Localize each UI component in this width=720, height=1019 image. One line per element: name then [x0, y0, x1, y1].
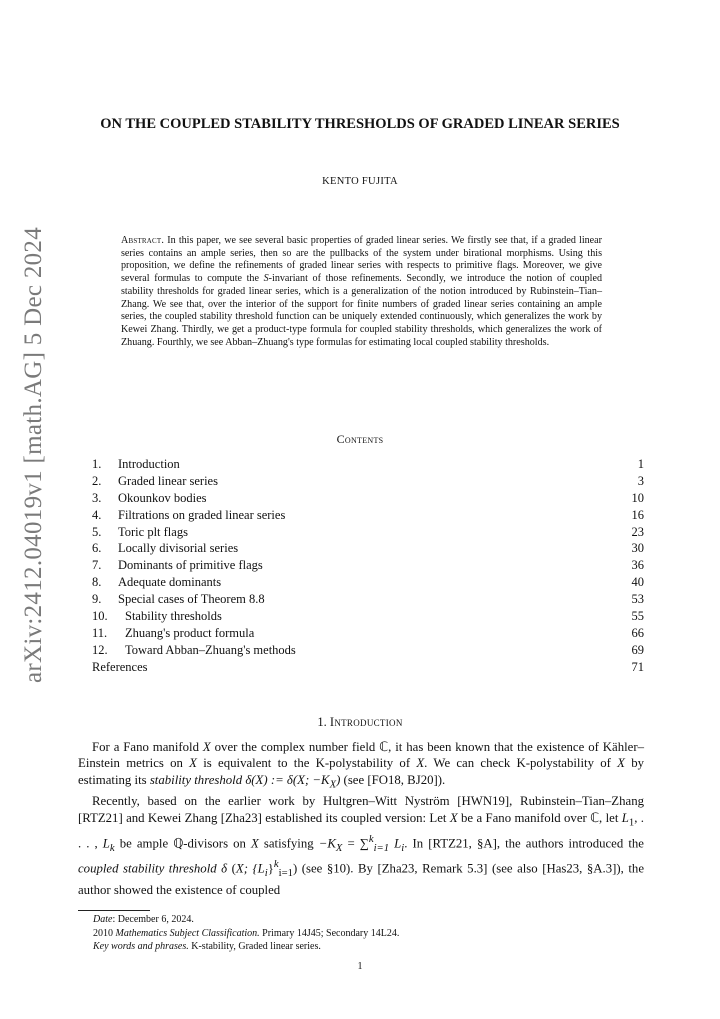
footnote-keywords-label: Key words and phrases.	[93, 941, 189, 952]
math-subscript: i	[264, 867, 268, 879]
paper-author: KENTO FUJITA	[322, 176, 398, 187]
text-run: (see §10). By [Zha23, Remark 5.3] (see also [Has23, §A.3]), the author showed the existence of coupled	[78, 860, 644, 897]
math-subscript: i	[401, 842, 405, 854]
footnotes	[93, 913, 653, 954]
section-title: Introduction	[329, 715, 403, 729]
toc-entry-title: Dominants of primitive flags	[118, 558, 263, 573]
text-run: (see [FO18, BJ20]).	[340, 772, 446, 787]
math-var: X	[449, 810, 458, 825]
toc-entry-page: 66	[631, 625, 644, 640]
contents-heading: Contents	[336, 432, 384, 446]
toc-entry-page: 23	[631, 524, 644, 539]
text-run: For a Fano manifold	[92, 740, 203, 754]
toc-entry-title: Filtrations on graded linear series	[118, 507, 286, 522]
toc-entry-page: 3	[637, 473, 644, 488]
toc-entry-number: 4.	[92, 507, 102, 522]
toc-entry[interactable]	[92, 524, 644, 541]
math-formula-end: )	[336, 772, 341, 787]
math-var: X	[617, 756, 625, 771]
paren-close: )	[292, 860, 298, 875]
text-run: over the complex number field ℂ, it has been known that the existence of Kähler–Einstein metrics on	[78, 740, 644, 771]
toc-entry-page: 10	[631, 490, 644, 505]
toc-entry-title: Zhuang's product formula	[125, 625, 255, 640]
toc-entry-number: 8.	[92, 575, 102, 590]
toc-entry-number: 1.	[92, 457, 102, 471]
math-var: X	[416, 756, 425, 771]
footnote-date-label: Date	[93, 914, 113, 925]
math-subscript: X	[329, 779, 337, 791]
math-var: L	[389, 835, 402, 850]
toc-entry-title: Introduction	[118, 457, 180, 471]
math-subscript: 1	[628, 817, 635, 829]
toc-entry-title: Toward Abban–Zhuang's methods	[125, 642, 296, 657]
page-number: 1	[357, 961, 363, 972]
toc-references-entry[interactable]	[92, 659, 644, 676]
toc-entry[interactable]	[92, 473, 644, 490]
table-of-contents	[92, 456, 644, 676]
defined-term: stability threshold	[149, 772, 243, 787]
defined-term: coupled stability threshold	[78, 860, 217, 875]
footnote-msc	[93, 927, 653, 941]
math-superscript: k	[273, 858, 279, 870]
toc-entry-number: 12.	[92, 642, 108, 657]
toc-entry-number: 11.	[92, 625, 108, 640]
math-var: −K	[318, 835, 336, 850]
abstract	[121, 235, 602, 349]
toc-references-page: 71	[631, 659, 644, 674]
toc-entry-number: 3.	[92, 490, 102, 505]
footnote-keywords-value: K-stability, Graded linear series.	[188, 941, 321, 952]
intro-paragraph-1	[78, 739, 644, 793]
abstract-s-invariant: S	[263, 273, 269, 285]
intro-paragraph-2	[78, 793, 644, 898]
math-brace: }	[267, 860, 274, 875]
footnote-divider	[78, 910, 150, 911]
toc-entry-title: Toric plt flags	[118, 524, 188, 539]
text-run: . In [RTZ21, §A], the authors introduced the	[404, 835, 644, 850]
toc-references-title: References	[92, 659, 148, 674]
toc-entry-number: 6.	[92, 541, 102, 556]
math-formula: δ(X) := δ(X; −K	[245, 772, 330, 787]
math-sum: = ∑	[342, 835, 369, 850]
toc-entry-page: 55	[631, 609, 644, 624]
footnote-msc-value: Primary 14J45; Secondary 14L24.	[259, 927, 400, 939]
math-subscript: i=1	[278, 867, 293, 879]
math-var: X	[202, 740, 211, 754]
toc-entry[interactable]	[92, 507, 644, 524]
toc-entry-page: 36	[631, 558, 644, 573]
toc-entry[interactable]	[92, 591, 644, 608]
toc-entry-title: Stability thresholds	[125, 609, 222, 624]
toc-entry-title: Special cases of Theorem 8.8	[118, 592, 265, 607]
math-var: δ	[216, 860, 228, 875]
toc-entry-number: 2.	[92, 473, 102, 488]
math-subscript: i=1	[373, 842, 390, 854]
toc-entry-page: 53	[631, 592, 644, 607]
text-run: be ample ℚ-divisors on	[114, 835, 251, 850]
footnote-msc-label: Mathematics Subject Classification.	[115, 927, 260, 939]
section-number: 1.	[317, 715, 327, 729]
toc-entry-number: 10.	[92, 609, 108, 624]
toc-entry[interactable]	[92, 574, 644, 591]
toc-entry-title: Adequate dominants	[118, 575, 222, 590]
text-run: be a Fano manifold over ℂ, let	[457, 810, 622, 825]
toc-entry[interactable]	[92, 557, 644, 574]
toc-entry-page: 16	[631, 507, 644, 522]
abstract-text-1: In this paper, we see several basic properties of graded linear series. We firstly see that, if a graded linear series contains an ample series, then so are the pullbacks of the system under birational morphisms. Using this proposition, we define the refinements of graded linear series with respects to primitive flags. Moreover, we give several formulas to compute the	[121, 235, 602, 285]
toc-entry-number: 7.	[92, 558, 102, 573]
toc-entry[interactable]	[92, 490, 644, 507]
text-run: is equivalent to the K-polystability of	[197, 756, 417, 771]
math-superscript: k	[368, 833, 374, 845]
section-heading	[80, 715, 640, 730]
paper-title: ON THE COUPLED STABILITY THRESHOLDS OF GRADED LINEAR SERIES	[100, 116, 620, 132]
body-text	[78, 739, 644, 898]
math-var: L	[621, 810, 629, 825]
toc-entry-page: 30	[631, 541, 644, 556]
toc-entry[interactable]	[92, 642, 644, 659]
toc-entry-page: 69	[631, 642, 644, 657]
abstract-text-2: -invariant of those refinements. Secondly, we introduce the notion of coupled stability thresholds for graded linear series, which is a generalization of the notion introduced by Rubinstein–Tian–Zhang. We see that, over the interior of the support for finite numbers of graded linear series containing an ample series, the coupled stability threshold function can be uniquely extended continuously, which generalizes the work by Kewei Zhang. Thirdly, we get a product-type formula for coupled stability thresholds, which generalizes the work of Zhuang. Fourthly, we see Abban–Zhuang's type formulas for estimating local coupled stability thresholds.	[121, 273, 602, 348]
math-var: X	[189, 756, 197, 771]
toc-entry-page: 40	[631, 575, 644, 590]
footnote-date	[93, 913, 653, 927]
math-subscript: k	[109, 842, 115, 854]
text-run: satisfying	[258, 835, 319, 850]
text-run: Recently, based on the earlier work by Hultgren–Witt Nyström [HWN19], Rubinstein–Tian–Zhang [RTZ21] and Kewei Zhang [Zha23] established its coupled version: Let	[78, 794, 644, 825]
toc-entry[interactable]	[92, 456, 644, 473]
math-subscript: X	[335, 842, 343, 854]
toc-entry-number: 9.	[92, 592, 102, 607]
math-formula: X; {L	[235, 860, 265, 875]
arxiv-identifier-text: arXiv:2412.04019v1 [math.AG] 5 Dec 2024	[20, 226, 47, 684]
toc-entry-title: Okounkov bodies	[118, 490, 207, 505]
arxiv-identifier-stamp	[14, 190, 54, 720]
footnote-msc-year: 2010	[93, 927, 116, 939]
text-run: by estimating its	[78, 756, 645, 787]
toc-entry-title: Locally divisorial series	[118, 541, 239, 556]
toc-entry-page: 1	[637, 457, 644, 471]
footnote-date-value: : December 6, 2024.	[112, 914, 194, 925]
footnote-keywords	[93, 940, 653, 954]
math-var: L	[102, 835, 110, 850]
toc-entry[interactable]	[92, 540, 644, 557]
math-dots: , . . . ,	[78, 810, 644, 850]
toc-entry[interactable]	[92, 608, 644, 625]
toc-entry[interactable]	[92, 625, 644, 642]
text-run: . We can check K-polystability of	[424, 756, 618, 771]
math-var: X	[250, 835, 259, 850]
paren-open: (	[231, 860, 236, 875]
toc-entry-number: 5.	[92, 524, 102, 539]
abstract-label: Abstract.	[121, 235, 165, 246]
toc-entry-title: Graded linear series	[118, 473, 218, 488]
